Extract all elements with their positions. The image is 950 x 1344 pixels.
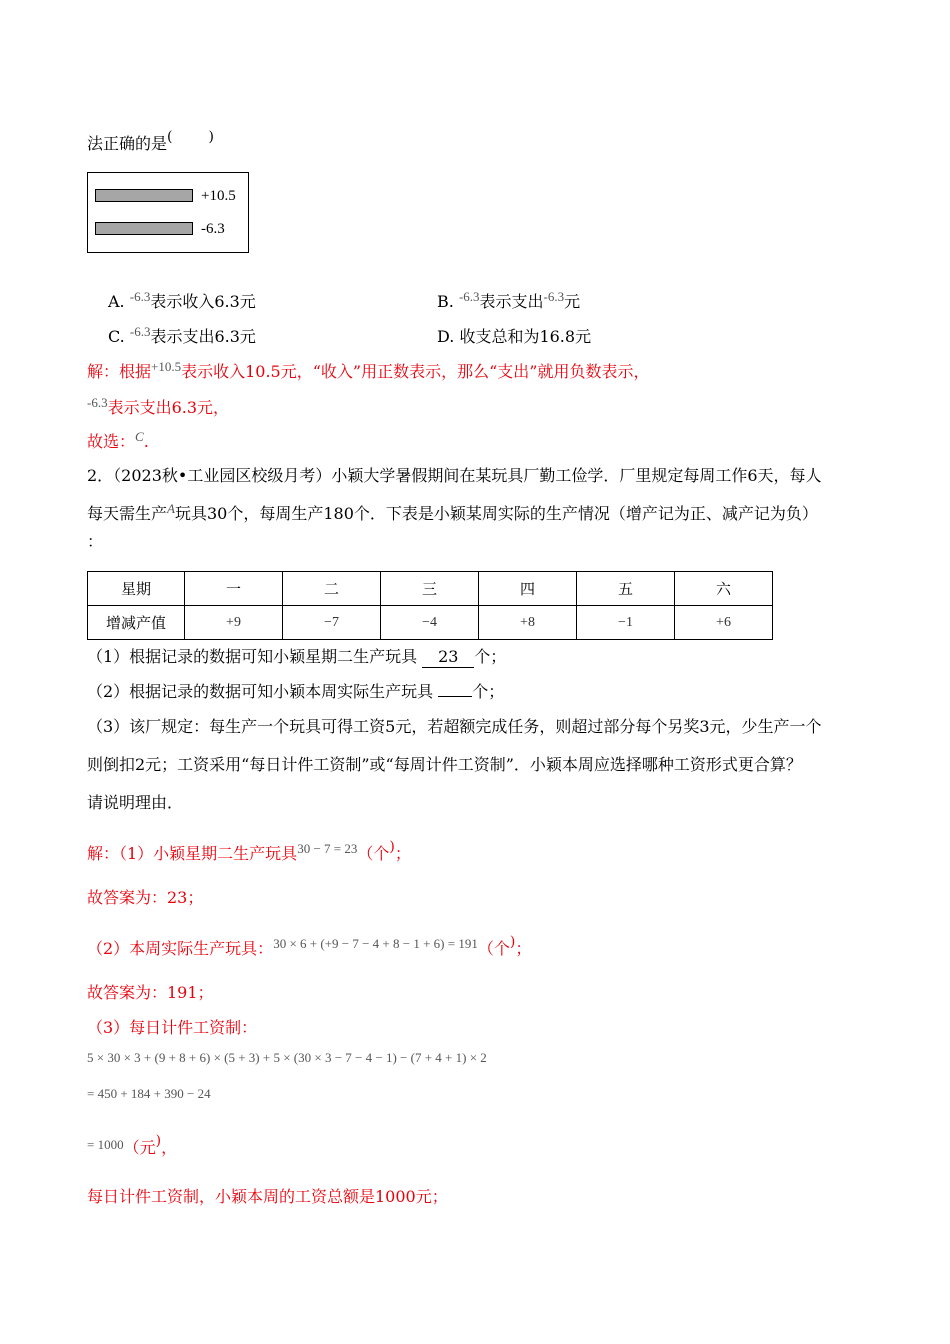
question2-text-a: 每天需生产 xyxy=(87,504,168,523)
subquestion-1 xyxy=(87,647,506,668)
subquestion-3-line1: （3）该厂规定：每生产一个玩具可得工资5元，若超额完成任务，则超过部分每个另奖3元，少生产一个 xyxy=(87,717,822,736)
option-b xyxy=(437,289,581,313)
option-b-text2: 元 xyxy=(564,292,581,311)
table-cell: +6 xyxy=(675,606,773,640)
expense-bar-label: -6.3 xyxy=(201,221,225,237)
solution1-text2: 表示支出6.3元， xyxy=(107,398,230,417)
solution2-part2-end: ； xyxy=(515,939,532,958)
subquestion-2-text: （2）根据记录的数据可知小颖本周实际生产玩具 xyxy=(87,682,434,701)
solution2-part2 xyxy=(87,934,532,960)
subquestion-2 xyxy=(87,682,504,702)
answer-paren-right: ) xyxy=(208,129,214,145)
subquestion-1-blank: 23 xyxy=(422,647,474,668)
solution2-part1-unit: （个 xyxy=(357,844,390,863)
solution1-line1 xyxy=(87,359,650,383)
table-row-label: 增减产值 xyxy=(88,606,185,640)
table-header-cell: 五 xyxy=(577,572,675,606)
option-d-text: 收支总和为16.8元 xyxy=(459,327,592,346)
solution2-part3-paren: ) xyxy=(155,1133,162,1149)
solution2-part1 xyxy=(87,839,411,865)
solution2-part1-math: 30 − 7 = 23 xyxy=(297,841,358,856)
option-a xyxy=(108,289,256,313)
table-header-row xyxy=(88,572,773,606)
solution2-part1-paren: ) xyxy=(389,839,395,855)
option-c xyxy=(108,324,256,348)
subquestion-1-text: （1）根据记录的数据可知小颖星期二生产玩具 xyxy=(87,647,418,666)
solution1-intro: 解：根据 xyxy=(87,362,152,381)
bar-figure xyxy=(87,172,249,253)
table-header-cell: 二 xyxy=(283,572,381,606)
option-a-text: 表示收入6.3元 xyxy=(150,292,256,311)
solution1-text1: 表示收入10.5元，“收入”用正数表示，那么“支出”就用负数表示， xyxy=(181,362,650,381)
subquestion-2-suffix: 个； xyxy=(472,682,505,701)
answer-paren-left: ( xyxy=(167,129,173,145)
solution2-part3-unit: （元 xyxy=(123,1138,156,1157)
solution1-period: . xyxy=(143,432,149,451)
solution2-part3-total: = 1000 xyxy=(87,1137,124,1152)
intro-line xyxy=(87,129,214,155)
question2-line1: 2．（2023秋•工业园区校级月考）小颖大学暑假期间在某玩具厂勤工俭学．厂里规定每周工作6天，每人 xyxy=(87,466,822,485)
income-bar-label: +10.5 xyxy=(201,188,236,204)
table-header-cell: 一 xyxy=(185,572,283,606)
table-cell: −1 xyxy=(577,606,675,640)
solution1-math2: -6.3 xyxy=(87,395,108,410)
solution2-part3-equation1: 5 × 30 × 3 + (9 + 8 + 6) × (5 + 3) + 5 × (30 × 3 − 7 − 4 − 1) − (7 + 4 + 1) × 2 xyxy=(87,1050,487,1065)
subquestion-2-blank xyxy=(438,696,472,697)
solution1-line2 xyxy=(87,395,230,419)
option-c-math: -6.3 xyxy=(129,324,151,339)
question2-line2 xyxy=(87,501,818,525)
solution2-part2-paren: ) xyxy=(509,934,516,950)
table-header-cell: 四 xyxy=(479,572,577,606)
option-c-letter: C. xyxy=(108,327,125,346)
solution2-part2-math: 30 × 6 + (+9 − 7 − 4 + 8 − 1 + 6) = 191 xyxy=(273,936,478,951)
solution2-part3-comma: ， xyxy=(161,1138,178,1157)
question2-line3: ： xyxy=(87,532,104,551)
table-cell: +9 xyxy=(185,606,283,640)
solution2-part3-equation3 xyxy=(87,1133,178,1159)
option-b-math: -6.3 xyxy=(458,289,480,304)
option-d xyxy=(437,327,591,347)
solution2-part3-equation2: = 450 + 184 + 390 − 24 xyxy=(87,1086,211,1101)
expense-bar xyxy=(95,222,193,235)
solution2-part2-text: （2）本周实际生产玩具： xyxy=(87,939,274,958)
solution2-part1-end: ； xyxy=(394,844,411,863)
table-header-cell: 星期 xyxy=(88,572,185,606)
subquestion-3-line3: 请说明理由． xyxy=(87,793,184,812)
solution2-part3-title: （3）每日计件工资制： xyxy=(87,1018,258,1037)
table-cell: +8 xyxy=(479,606,577,640)
subquestion-1-suffix: 个； xyxy=(474,647,507,666)
solution1-choice: C xyxy=(135,429,144,444)
table-header-cell: 三 xyxy=(381,572,479,606)
solution2-part2-unit: （个 xyxy=(477,939,510,958)
solution2-part1-answer: 故答案为：23； xyxy=(87,888,204,907)
question2-math: A xyxy=(167,501,175,516)
option-a-math: -6.3 xyxy=(129,289,151,304)
income-bar xyxy=(95,189,193,202)
option-b-letter: B. xyxy=(437,292,454,311)
solution2-part3-conclusion: 每日计件工资制，小颖本周的工资总额是1000元； xyxy=(87,1187,448,1206)
subquestion-3-line2: 则倒扣2元；工资采用“每日计件工资制”或“每周计件工资制”．小颖本周应选择哪种工资形式更合算？ xyxy=(87,755,802,774)
solution2-part2-answer: 故答案为：191； xyxy=(87,983,214,1002)
solution1-choice-label: 故选： xyxy=(87,432,136,451)
table-cell: −7 xyxy=(283,606,381,640)
option-b-math2: -6.3 xyxy=(543,289,565,304)
solution1-math1: +10.5 xyxy=(151,359,182,374)
intro-text: 法正确的是 xyxy=(87,134,168,153)
option-a-letter: A. xyxy=(108,292,125,311)
table-cell: −4 xyxy=(381,606,479,640)
solution2-part1-text: 解：（1）小颖星期二生产玩具 xyxy=(87,844,298,863)
solution1-line3 xyxy=(87,429,149,453)
option-b-text: 表示支出 xyxy=(479,292,544,311)
production-table xyxy=(87,571,773,640)
table-header-cell: 六 xyxy=(675,572,773,606)
question2-text-b: 玩具30个，每周生产180个．下表是小颖某周实际的生产情况（增产记为正、减产记为负） xyxy=(174,504,818,523)
table-row xyxy=(88,606,773,640)
option-c-text: 表示支出6.3元 xyxy=(150,327,256,346)
option-d-letter: D. xyxy=(437,327,455,346)
